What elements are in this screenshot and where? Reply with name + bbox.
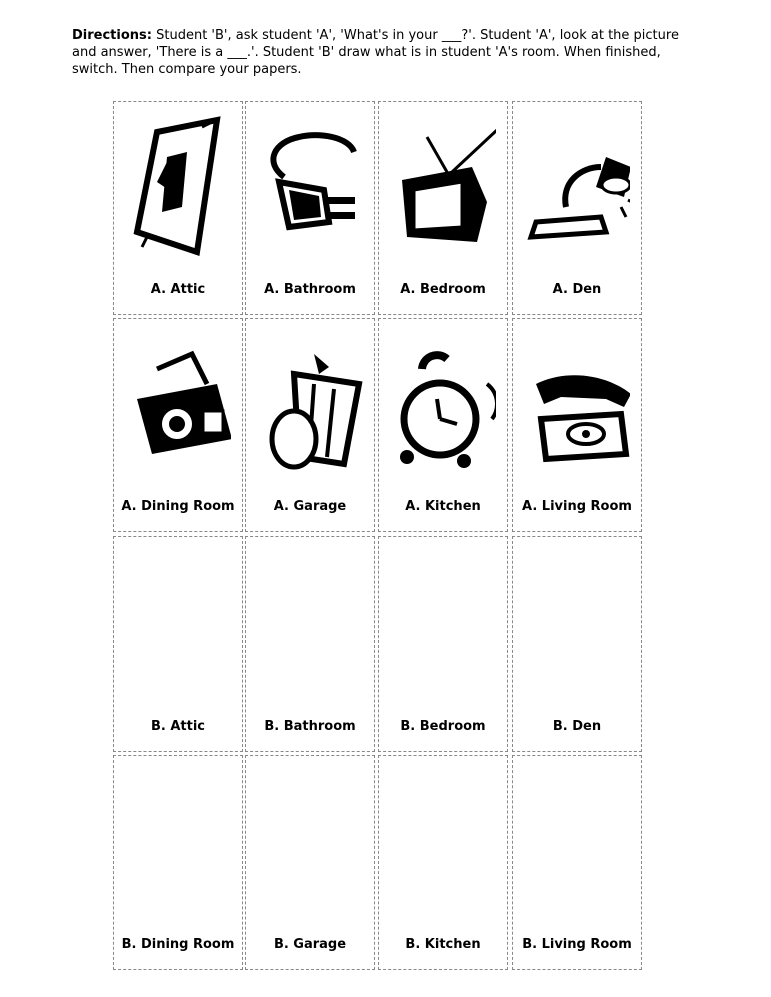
- card-label: B. Living Room: [522, 937, 632, 952]
- card-label: A. Kitchen: [405, 499, 481, 514]
- card-label: B. Garage: [273, 937, 347, 952]
- card-a-living: [512, 318, 642, 532]
- card-b-den: [512, 536, 642, 752]
- card-a-garage: [245, 318, 375, 532]
- card-label: B. Kitchen: [405, 937, 481, 952]
- card-label: B. Dining Room: [121, 937, 235, 952]
- radio-icon: [127, 329, 231, 479]
- card-label: B. Den: [552, 719, 602, 734]
- card-b-living: [512, 755, 642, 970]
- directions-text: [72, 27, 697, 78]
- card-label: A. Den: [552, 282, 602, 297]
- card-b-bathroom: [245, 536, 375, 752]
- card-label: A. Bedroom: [400, 282, 486, 297]
- light-switch-icon: [127, 112, 231, 262]
- trash-can-icon: [259, 329, 363, 479]
- card-label: B. Bedroom: [400, 719, 486, 734]
- card-label: B. Attic: [150, 719, 206, 734]
- card-a-dining: [113, 318, 243, 532]
- card-b-bedroom: [378, 536, 508, 752]
- electric-plug-icon: [259, 112, 363, 262]
- card-label: A. Living Room: [522, 499, 632, 514]
- card-a-bedroom: [378, 101, 508, 315]
- card-label: B. Bathroom: [264, 719, 356, 734]
- television-icon: [392, 112, 496, 262]
- card-label: A. Bathroom: [264, 282, 356, 297]
- desk-lamp-icon: [526, 112, 630, 262]
- telephone-icon: [526, 329, 630, 479]
- card-b-garage: [245, 755, 375, 970]
- card-a-kitchen: [378, 318, 508, 532]
- card-b-attic: [113, 536, 243, 752]
- card-b-dining: [113, 755, 243, 970]
- alarm-clock-icon: [392, 329, 496, 479]
- card-label: A. Garage: [273, 499, 347, 514]
- card-label: A. Attic: [150, 282, 206, 297]
- card-b-kitchen: [378, 755, 508, 970]
- card-a-attic: [113, 101, 243, 315]
- card-a-den: [512, 101, 642, 315]
- card-a-bathroom: [245, 101, 375, 315]
- card-label: A. Dining Room: [121, 499, 235, 514]
- directions-body: Student 'B', ask student 'A', 'What's in your ___?'. Student 'A', look at the picture and answer, 'There is a ___.'. Student 'B' draw what is in student 'A's room. When finished, switch. Then compare your papers.: [72, 28, 679, 77]
- directions-lead: Directions:: [72, 28, 152, 43]
